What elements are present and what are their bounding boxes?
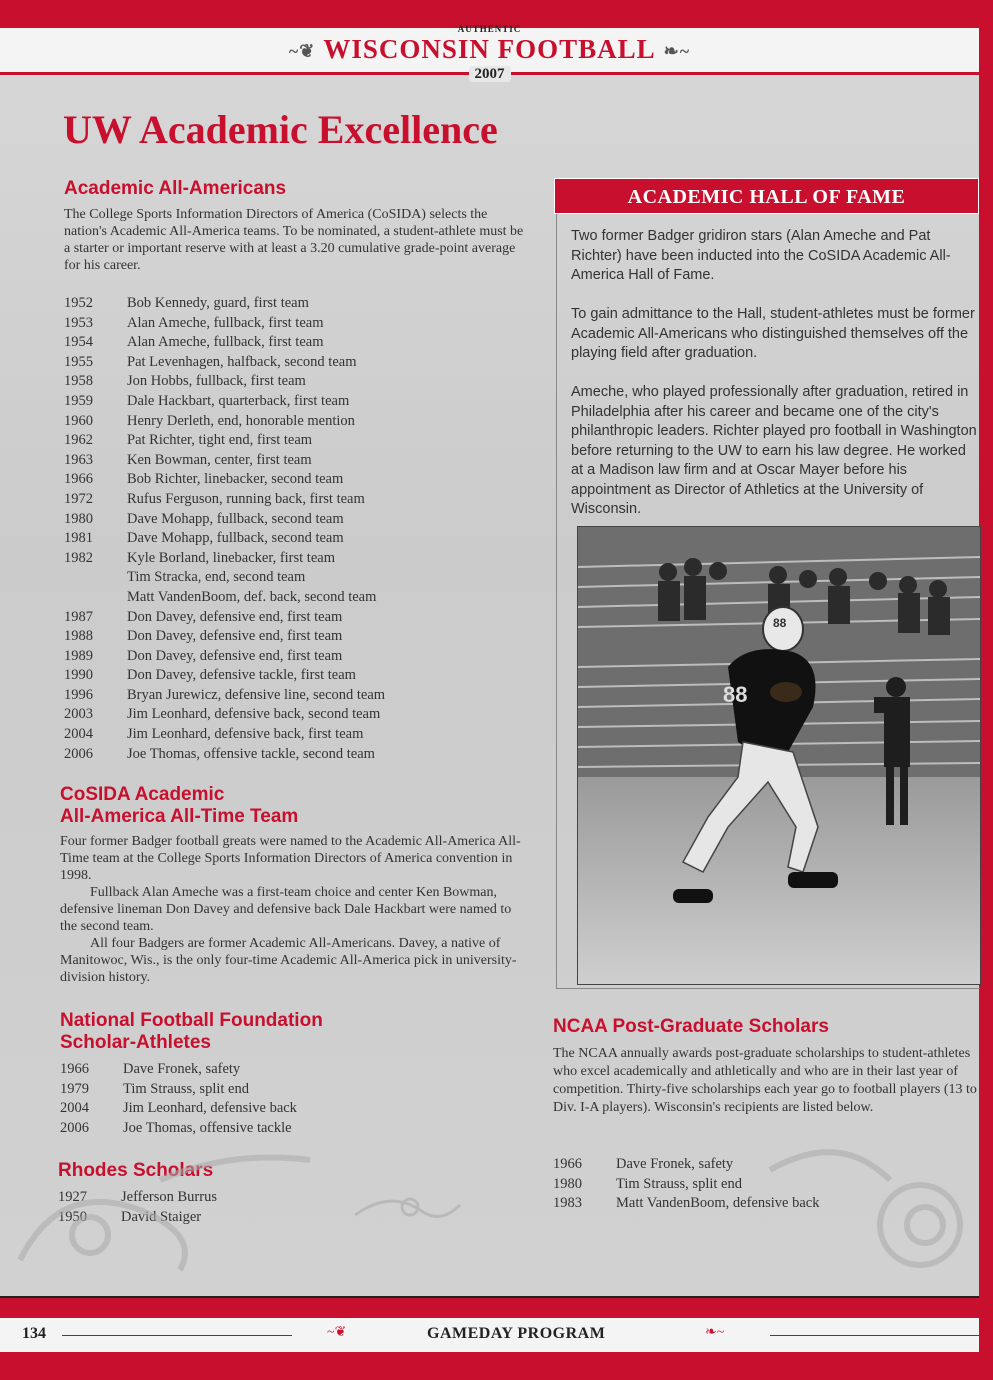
list-item-year: 1953 bbox=[64, 314, 93, 331]
footer-red-bottom bbox=[0, 1352, 993, 1380]
list-item-text: Dave Mohapp, fullback, second team bbox=[127, 530, 344, 547]
brand-text: WISCONSIN FOOTBALL bbox=[323, 34, 656, 64]
rhodes-heading: Rhodes Scholars bbox=[58, 1160, 214, 1181]
list-item-text: David Staiger bbox=[121, 1208, 202, 1225]
list-item-text: Joe Thomas, offensive tackle bbox=[123, 1119, 292, 1136]
all-time-heading-line2: All-America All-Time Team bbox=[60, 806, 299, 827]
list-item bbox=[64, 550, 544, 570]
list-item-year: 1966 bbox=[553, 1156, 582, 1172]
list-item-year: 1958 bbox=[64, 373, 93, 390]
list-item-text: Don Davey, defensive end, first team bbox=[127, 628, 343, 645]
ncaa-heading: NCAA Post-Graduate Scholars bbox=[553, 1016, 829, 1037]
ornament-left-icon: ~❦ bbox=[288, 41, 316, 62]
list-item bbox=[64, 589, 544, 609]
list-item bbox=[64, 491, 544, 511]
list-item bbox=[64, 569, 544, 589]
list-item bbox=[64, 746, 544, 766]
header-authentic: AUTHENTIC bbox=[457, 24, 522, 34]
list-item-text: Joe Thomas, offensive tackle, second team bbox=[127, 745, 375, 762]
list-item-text: Matt VandenBoom, defensive back bbox=[616, 1195, 820, 1212]
list-item-text: Dave Mohapp, fullback, second team bbox=[127, 510, 344, 527]
nff-heading-line1: National Football Foundation bbox=[60, 1010, 323, 1031]
list-item-text: Bob Richter, linebacker, second team bbox=[127, 471, 344, 488]
list-item-year: 1966 bbox=[64, 471, 93, 488]
academic-all-americans-heading: Academic All-Americans bbox=[64, 178, 287, 199]
list-item-text: Tim Strauss, split end bbox=[123, 1080, 249, 1097]
list-item-text: Tim Stracka, end, second team bbox=[127, 569, 306, 586]
list-item-year: 1959 bbox=[64, 392, 93, 409]
list-item-year: 1960 bbox=[64, 412, 93, 429]
list-item-year: 2006 bbox=[64, 745, 93, 762]
list-item bbox=[60, 1100, 520, 1120]
list-item bbox=[64, 511, 544, 531]
list-item bbox=[64, 393, 544, 413]
list-item-text: Jefferson Burrus bbox=[121, 1189, 217, 1205]
right-red-edge bbox=[979, 0, 993, 1380]
list-item-year: 2003 bbox=[64, 706, 93, 723]
hall-of-fame-heading: ACADEMIC HALL OF FAME bbox=[554, 178, 979, 214]
list-item-text: Kyle Borland, linebacker, first team bbox=[127, 549, 335, 566]
hall-of-fame-paragraph-1: Two former Badger gridiron stars (Alan Ameche and Pat Richter) have been inducted into the CoSIDA Academic All-America Hall of Fame. bbox=[571, 228, 951, 283]
header-year bbox=[0, 66, 979, 83]
list-item-year: 1927 bbox=[58, 1189, 87, 1205]
list-item-year: 1980 bbox=[64, 510, 93, 527]
list-item bbox=[64, 413, 544, 433]
list-item-text: Jim Leonhard, defensive back bbox=[123, 1100, 297, 1117]
swirl-ornament-right-icon bbox=[760, 1130, 980, 1280]
hall-of-fame-paragraph-3: Ameche, who played professionally after graduation, retired in Philadelphia after his career and became one of the city's philanthropic leaders. Richter played pro football in Washington before returning to the UW to earn his law degree. He worked at a Madison law firm and at Oscar Mayer before his appointment as Director of Athletics at the University of Wisconsin. bbox=[571, 384, 977, 517]
academic-all-americans-list bbox=[64, 295, 544, 765]
list-item-year: 2004 bbox=[64, 726, 93, 743]
list-item-year: 1966 bbox=[60, 1061, 89, 1077]
list-item-year: 1963 bbox=[64, 451, 93, 468]
footer-rule-right bbox=[770, 1335, 979, 1336]
list-item-text: Rufus Ferguson, running back, first team bbox=[127, 490, 365, 507]
all-time-heading-line1: CoSIDA Academic bbox=[60, 784, 225, 805]
list-item bbox=[64, 687, 544, 707]
swirl-ornament-left-icon bbox=[0, 1140, 330, 1290]
list-item-year: 1972 bbox=[64, 490, 93, 507]
list-item-text: Alan Ameche, fullback, first team bbox=[127, 314, 324, 331]
footer-rule-left bbox=[62, 1335, 292, 1336]
academic-all-americans-intro: The College Sports Information Directors of America (CoSIDA) selects the nation's Academic All-America teams. To be nominated, a student-athlete must be a starter or important reserve with at least a 3.20 cumulative grade-point average for his career. bbox=[64, 207, 524, 273]
list-item-text: Dave Fronek, safety bbox=[123, 1061, 241, 1077]
list-item-text: Don Davey, defensive tackle, first team bbox=[127, 667, 356, 684]
list-item-year: 2004 bbox=[60, 1100, 89, 1117]
list-item bbox=[64, 315, 544, 335]
list-item bbox=[64, 628, 544, 648]
photo-illustration bbox=[578, 527, 980, 984]
list-item-text: Bob Kennedy, guard, first team bbox=[127, 295, 309, 311]
ornament-right-icon: ❧~ bbox=[663, 41, 691, 62]
list-item-text: Ken Bowman, center, first team bbox=[127, 451, 312, 468]
nff-list bbox=[60, 1061, 520, 1139]
list-item bbox=[64, 471, 544, 491]
list-item-year: 1955 bbox=[64, 353, 93, 370]
ncaa-intro: The NCAA annually awards post-graduate scholarships to student-athletes who excel academically and athletically and who are in their last year of competition. Thirty-five scholarships each year go to football players (13 to Div. I-A players). Wisconsin's recipients are listed below. bbox=[553, 1046, 977, 1115]
nff-heading bbox=[60, 1010, 323, 1054]
list-item-text: Bryan Jurewicz, defensive line, second team bbox=[127, 686, 386, 703]
all-time-paragraph-2: Fullback Alan Ameche was a first-team choice and center Ken Bowman, defensive lineman Don Davey and defensive back Dale Hackbart were named to the second team. bbox=[60, 885, 512, 934]
list-item-year: 1983 bbox=[553, 1195, 582, 1212]
football-player-photo bbox=[577, 526, 981, 985]
list-item bbox=[64, 530, 544, 550]
list-item bbox=[64, 452, 544, 472]
page-title: UW Academic Excellence bbox=[63, 107, 498, 152]
list-item-text: Jon Hobbs, fullback, first team bbox=[127, 373, 306, 390]
hall-of-fame-paragraph-2: To gain admittance to the Hall, student-athletes must be former Academic All-Americans who distinguished themselves off the playing field after graduation. bbox=[571, 306, 975, 361]
footer-label: GAMEDAY PROGRAM bbox=[427, 1325, 606, 1342]
list-item-year: 1982 bbox=[64, 549, 93, 566]
list-item bbox=[64, 295, 544, 315]
list-item-text: Jim Leonhard, defensive back, second team bbox=[127, 706, 381, 723]
list-item bbox=[64, 354, 544, 374]
brand-title bbox=[0, 34, 979, 65]
list-item-year: 1989 bbox=[64, 647, 93, 664]
list-item-text: Don Davey, defensive end, first team bbox=[127, 608, 343, 625]
all-time-paragraph-3: All four Badgers are former Academic All-Americans. Davey, a native of Manitowoc, Wis., is the only four-time Academic All-America pick in university-division history. bbox=[60, 936, 517, 985]
list-item-text: Alan Ameche, fullback, first team bbox=[127, 334, 324, 351]
page-number: 134 bbox=[22, 1325, 46, 1342]
list-item bbox=[60, 1081, 520, 1101]
list-item bbox=[64, 706, 544, 726]
list-item-year: 1962 bbox=[64, 432, 93, 449]
list-item-text: Dave Fronek, safety bbox=[616, 1156, 734, 1172]
all-time-team-text bbox=[60, 833, 528, 986]
list-item bbox=[64, 726, 544, 746]
list-item-year: 2006 bbox=[60, 1119, 89, 1136]
nff-heading-line2: Scholar-Athletes bbox=[60, 1032, 211, 1053]
list-item bbox=[64, 334, 544, 354]
list-item bbox=[60, 1061, 520, 1081]
list-item-text: Dale Hackbart, quarterback, first team bbox=[127, 392, 350, 409]
list-item-text: Pat Richter, tight end, first team bbox=[127, 432, 313, 449]
list-item-year: 1996 bbox=[64, 686, 93, 703]
helmet-number: 88 bbox=[773, 616, 787, 630]
list-item bbox=[64, 609, 544, 629]
footer-ornament-left-icon: ~❦ bbox=[327, 1325, 347, 1340]
list-item-year: 1950 bbox=[58, 1208, 87, 1225]
list-item-year: 1979 bbox=[60, 1080, 89, 1097]
swirl-ornament-center-icon bbox=[350, 1185, 470, 1235]
list-item-year: 1988 bbox=[64, 628, 93, 645]
list-item-year: 1954 bbox=[64, 334, 93, 351]
list-item-text: Don Davey, defensive end, first team bbox=[127, 647, 343, 664]
list-item-year: 1990 bbox=[64, 667, 93, 684]
footer-ornament-right-icon: ❧~ bbox=[705, 1325, 725, 1340]
footer-red-strip bbox=[0, 1298, 979, 1318]
list-item-year: 1981 bbox=[64, 530, 93, 547]
all-time-paragraph-1: Four former Badger football greats were named to the Academic All-America All-Time team at the College Sports Information Directors of America convention in 1998. bbox=[60, 834, 521, 883]
list-item-text: Tim Strauss, split end bbox=[616, 1175, 742, 1192]
list-item-year: 1987 bbox=[64, 608, 93, 625]
list-item-text: Jim Leonhard, defensive back, first team bbox=[127, 726, 364, 743]
list-item bbox=[64, 432, 544, 452]
list-item-text: Henry Derleth, end, honorable mention bbox=[127, 412, 355, 429]
list-item bbox=[60, 1120, 520, 1140]
all-time-team-heading bbox=[60, 784, 298, 828]
jersey-number: 88 bbox=[723, 682, 748, 707]
list-item bbox=[64, 648, 544, 668]
list-item bbox=[64, 373, 544, 393]
year-badge: 2007 bbox=[469, 66, 511, 82]
list-item-text: Matt VandenBoom, def. back, second team bbox=[127, 588, 377, 605]
list-item-year: 1980 bbox=[553, 1175, 582, 1192]
list-item bbox=[64, 667, 544, 687]
list-item-text: Pat Levenhagen, halfback, second team bbox=[127, 353, 357, 370]
list-item-year: 1952 bbox=[64, 295, 93, 311]
